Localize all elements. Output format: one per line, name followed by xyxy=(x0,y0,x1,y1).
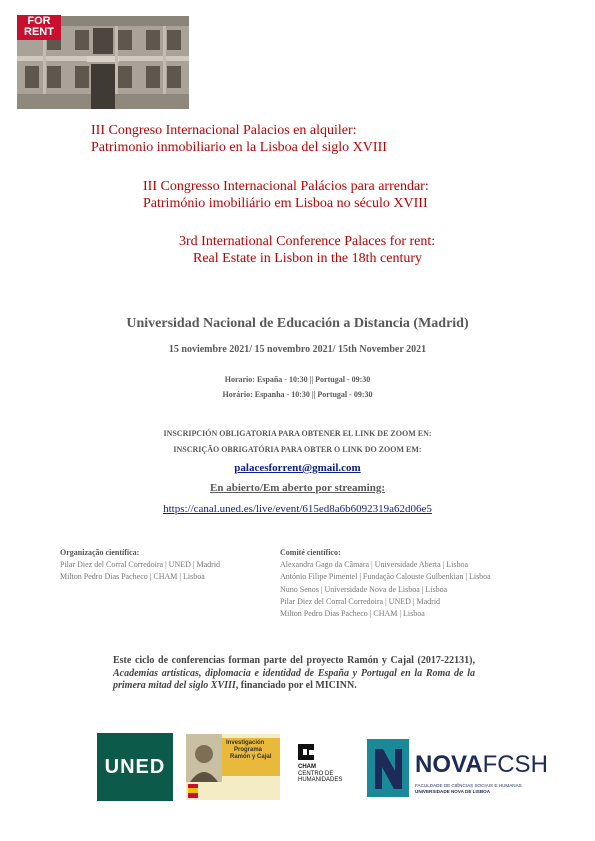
committee-member: Nuno Senos | Universidade Nova de Lisboa | Lisboa xyxy=(280,584,448,594)
ryc-text xyxy=(226,740,271,761)
committee-member: Alexandra Gago da Câmara | Universidade Aberta | Lisboa xyxy=(280,560,469,570)
uned-logo: UNED xyxy=(97,733,173,801)
schedule-es: Horario: España - 10:30 || Portugal - 09:30 xyxy=(224,375,371,384)
title-pt-line1: III Congresso Internacional Palácios para arrendar: xyxy=(143,179,429,194)
for-rent-line1: FOR xyxy=(27,15,51,27)
ramon-y-cajal-logo xyxy=(186,734,280,800)
registration-email-link[interactable]: palacesforrent@gmail.com xyxy=(234,462,361,474)
schedule-pt: Horário: Espanha - 10:30 || Portugal - 09:30 xyxy=(222,390,373,399)
organization-member: Pilar Diez del Corral Corredoira | UNED | Madrid xyxy=(60,560,221,570)
project-text-part2: , financiado por el MICINN. xyxy=(235,680,357,691)
project-text-part1: Este ciclo de conferencias forman parte del proyecto Ramón y Cajal (2017-22131), xyxy=(113,655,475,666)
streaming-label: En abierto/Em aberto por streaming: xyxy=(210,482,385,494)
ryc-line1: Investigación xyxy=(226,740,265,746)
committee-member: Pilar Diez del Corral Corredoira | UNED | Madrid xyxy=(280,596,441,606)
streaming-url-link[interactable]: https://canal.uned.es/live/event/615ed8a6b6092319a62d06e5 xyxy=(163,503,432,515)
title-es-line1: III Congreso Internacional Palacios en alquiler: xyxy=(91,123,357,138)
cham-text xyxy=(298,764,342,784)
title-portuguese xyxy=(143,178,429,212)
nova-line1: FACULDADE DE CIÊNCIAS SOCIAIS E HUMANAS xyxy=(415,783,522,788)
for-rent-line2: RENT xyxy=(24,26,54,38)
organization-heading: Organização científica: xyxy=(60,548,140,557)
nova-line2: UNIVERSIDADE NOVA DE LISBOA xyxy=(415,789,491,794)
nova-fcsh-logo xyxy=(367,739,567,797)
organization-member: Milton Pedro Dias Pacheco | CHAM | Lisboa xyxy=(60,572,205,582)
committee-heading: Comité científico: xyxy=(280,548,341,557)
project-description xyxy=(113,655,475,693)
cham-mark-icon xyxy=(298,744,314,760)
nova-n-mark-icon xyxy=(367,739,409,797)
committee-block xyxy=(280,547,491,620)
cham-line1: CHAM xyxy=(298,764,316,770)
nova-brand: NOVA xyxy=(415,751,483,778)
nova-wordmark xyxy=(415,753,548,777)
ryc-line3: Ramón y Cajal xyxy=(230,754,272,760)
committee-member: Milton Pedro Dias Pacheco | CHAM | Lisboa xyxy=(280,609,425,619)
institution: Universidad Nacional de Educación a Distancia (Madrid) xyxy=(126,316,469,331)
title-english xyxy=(179,233,435,267)
registration-pt: INSCRIÇÃO OBRIGATÓRIA PARA OBTER O LINK DO ZOOM EM: xyxy=(173,445,422,454)
title-en-line1: 3rd International Conference Palaces for rent: xyxy=(179,234,436,249)
event-date: 15 noviembre 2021/ 15 novembro 2021/ 15th November 2021 xyxy=(168,344,427,355)
title-spanish xyxy=(91,122,387,156)
registration-es: INSCRIPCIÓN OBLIGATORIA PARA OBTENER EL LINK DE ZOOM EN: xyxy=(163,429,432,438)
nova-subtitle xyxy=(415,783,522,795)
organization-block xyxy=(60,547,220,584)
for-rent-badge xyxy=(17,15,61,40)
title-pt-line2: Património imobiliário em Lisboa no século XVIII xyxy=(143,196,428,211)
project-title-italic: Academias artísticas, diplomacia e identidad de España y Portugal en la Roma de la primera mitad del siglo XVIII xyxy=(113,667,475,691)
cham-line3: HUMANIDADES xyxy=(298,777,343,783)
ryc-line2: Programa xyxy=(234,747,263,753)
title-en-line2: Real Estate in Lisbon in the 18th century xyxy=(193,251,423,266)
cham-logo xyxy=(296,744,356,794)
title-es-line2: Patrimonio inmobiliario en la Lisboa del siglo XVIII xyxy=(91,140,387,155)
committee-member: António Filipe Pimentel | Fundação Calouste Gulbenkian | Lisboa xyxy=(280,572,491,582)
nova-suffix: FCSH xyxy=(482,751,548,778)
cham-line2: CENTRO DE xyxy=(298,770,334,777)
